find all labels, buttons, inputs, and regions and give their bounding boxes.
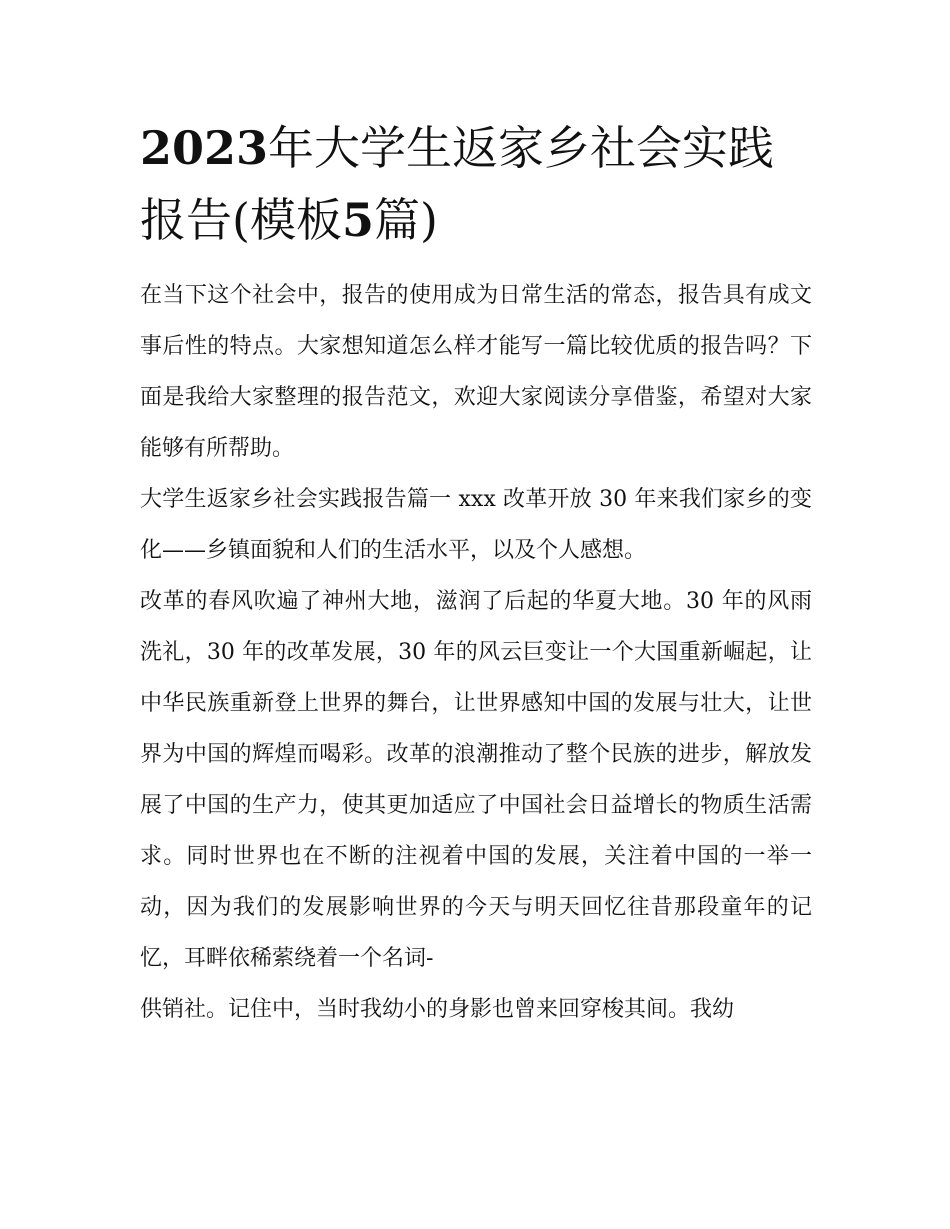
continuation-paragraph: 供销社。记住中，当时我幼小的身影也曾来回穿梭其间。我幼 (140, 997, 735, 1022)
section-heading-paragraph: 大学生返家乡社会实践报告篇一 xxx 改革开放 30 年来我们家乡的变化——乡镇面貌和人们的生活水平，以及个人感想。 (140, 487, 812, 563)
title-year: 2023 (140, 121, 269, 175)
document-title (140, 112, 812, 256)
body-paragraph: 改革的春风吹遍了神州大地，滋润了后起的华夏大地。30 年的风雨洗礼，30 年的改革发展，30 年的风云巨变让一个大国重新崛起，让中华民族重新登上世界的舞台，让世界感知中国的发展与壮大，让世界为中国的辉煌而喝彩。改革的浪潮推动了整个民族的进步，解放发展了中国的生产力，使其更加适应了中国社会日益增长的物质生活需求。同时世界也在不断的注视着中国的发展，关注着中国的一举一动，因为我们的发展影响世界的今天与明天回忆往昔那段童年的记忆，耳畔依稀萦绕着一个名词- (140, 589, 812, 971)
intro-paragraph: 在当下这个社会中，报告的使用成为日常生活的常态，报告具有成文事后性的特点。大家想知道怎么样才能写一篇比较优质的报告吗？下面是我给大家整理的报告范文，欢迎大家阅读分享借鉴，希望对大家能够有所帮助。 (140, 283, 812, 461)
title-text: 年大学生返家乡社会实践报告(模板 (140, 121, 775, 247)
document-body (140, 112, 812, 1035)
title-count: 5 (341, 193, 374, 247)
title-suffix: 篇) (373, 193, 438, 247)
